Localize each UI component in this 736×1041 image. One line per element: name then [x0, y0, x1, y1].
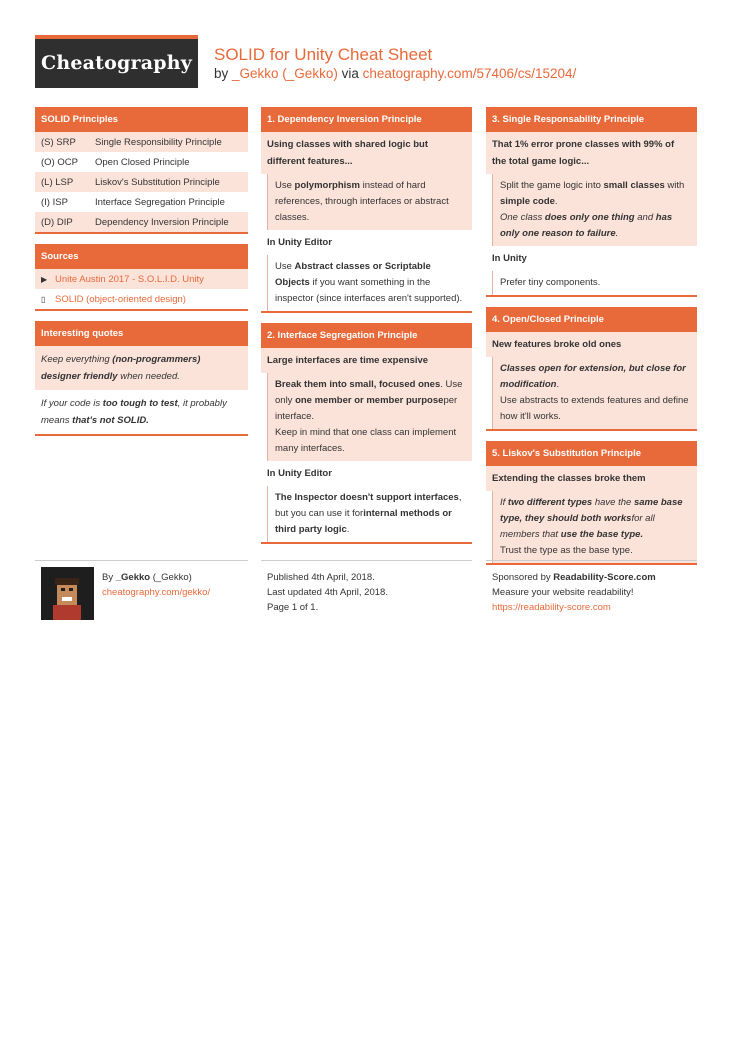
byline-by: by [214, 66, 229, 81]
subheading: In Unity [492, 253, 527, 264]
subheading: In Unity Editor [267, 468, 332, 479]
dependency-inversion-box [261, 107, 472, 313]
section-title: 5. Liskov's Substitution Principle [486, 441, 697, 466]
text: Use abstracts to extends features and define how it'll works. [500, 395, 689, 422]
footer-author [35, 560, 248, 630]
principle-abbr: (L) LSP [41, 176, 74, 188]
avatar-mouth [62, 597, 72, 601]
section-body [486, 332, 697, 431]
quote-text: If your code is [41, 398, 103, 409]
section-title: Interesting quotes [35, 321, 248, 346]
sheet-url-link[interactable]: cheatography.com/57406/cs/15204/ [362, 66, 577, 81]
updated-date: Last updated 4th April, 2018. [267, 587, 388, 598]
subheading: New features broke old ones [486, 332, 697, 357]
author-link[interactable]: _Gekko (_Gekko) [232, 66, 338, 81]
content-block: Prefer tiny components. [492, 271, 697, 295]
subheading: Extending the classes broke them [486, 466, 697, 491]
subheading: In Unity Editor [267, 237, 332, 248]
emphasis: does only one thing [544, 212, 635, 223]
emphasis: , they should both works [519, 513, 632, 524]
quote-1 [35, 346, 248, 390]
open-closed-box [486, 307, 697, 431]
principle-abbr: (D) DIP [41, 216, 73, 228]
sources-list [35, 269, 248, 311]
emphasis: Abstract classes or Scriptable Objects [275, 261, 431, 288]
solid-principles-box [35, 107, 248, 234]
youtube-icon: ▶ [41, 274, 48, 284]
italic-line [500, 210, 691, 242]
wikipedia-icon: ▯ [41, 294, 46, 304]
published-date: Published 4th April, 2018. [267, 572, 375, 583]
quote-text: Keep everything [41, 354, 113, 365]
table-row [35, 132, 248, 152]
emphasis: polymorphism [294, 180, 360, 191]
quote-text: when needed. [117, 371, 180, 382]
emphasis: use the base type. [560, 529, 644, 540]
avatar-body [53, 605, 81, 620]
column-1 [35, 107, 248, 446]
content-block [267, 486, 472, 542]
text: . [346, 524, 350, 535]
source-link-wikipedia[interactable] [35, 289, 248, 309]
quote-emphasis: (non-programmers) designer friendly [41, 354, 201, 382]
emphasis: internal methods or third party logic [275, 508, 452, 535]
emphasis: small classes [603, 180, 665, 191]
footer-dates [261, 560, 472, 630]
interface-segregation-box [261, 323, 472, 544]
author-profile-link[interactable]: cheatography.com/gekko/ [102, 587, 211, 598]
liskov-substitution-box [486, 441, 697, 565]
text: instead of hard references, through interfaces or abstract classes. [275, 180, 449, 223]
text: Keep in mind that one class can implement many interfaces. [275, 427, 457, 454]
sources-box [35, 244, 248, 311]
text: . [615, 228, 619, 239]
sponsor-info [492, 570, 656, 615]
text: One class [500, 212, 545, 223]
byline-via: via [341, 66, 359, 81]
column-3 [486, 107, 697, 575]
content-block [267, 255, 472, 311]
source-label: Unite Austin 2017 - S.O.L.I.D. Unity [55, 273, 204, 285]
source-link-unite[interactable] [35, 269, 248, 289]
principle-abbr: (I) ISP [41, 196, 68, 208]
byline [214, 66, 576, 81]
principle-name: Single Responsibility Principle [95, 136, 222, 148]
quote-2 [35, 390, 248, 434]
quotes-box [35, 321, 248, 436]
subheading: That 1% error prone classes with 99% of the total game logic... [486, 132, 697, 174]
table-row [35, 172, 248, 192]
cheatography-logo[interactable] [35, 35, 198, 88]
text: if you want something in the inspector (since interfaces aren't supported). [275, 277, 463, 304]
emphasis: simple code [500, 196, 555, 207]
dates-info [267, 570, 388, 615]
text: . [556, 379, 560, 390]
sponsor-link[interactable]: https://readability-score.com [492, 602, 611, 613]
sponsor-name[interactable]: Readability-Score.com [553, 572, 656, 583]
content-block [492, 357, 697, 429]
text: Trust the type as the base type. [500, 545, 633, 556]
content-block [267, 373, 472, 461]
emphasis: The Inspector doesn't support interfaces [275, 492, 459, 503]
section-title: 3. Single Responsability Principle [486, 107, 697, 132]
logo-text: Cheatography [41, 52, 192, 74]
quote-emphasis: too tough to test [102, 398, 178, 409]
text: have the [592, 497, 634, 508]
page-number: Page 1 of 1. [267, 602, 319, 613]
section-title: Sources [35, 244, 248, 269]
text: , but you can use it for [275, 492, 462, 519]
text: Split the game logic into [500, 180, 604, 191]
table-row [35, 192, 248, 212]
avatar-hair [55, 578, 79, 585]
column-2 [261, 107, 472, 554]
text: Use [275, 261, 295, 272]
subheading: Using classes with shared logic but different features... [261, 132, 472, 174]
principle-abbr: (S) SRP [41, 136, 76, 148]
principle-abbr: (O) OCP [41, 156, 78, 168]
avatar-eye [61, 588, 65, 591]
author-name[interactable]: _Gekko [115, 572, 151, 583]
table-row [35, 152, 248, 172]
section-body [261, 132, 472, 313]
subheading: Large interfaces are time expensive [261, 348, 472, 373]
table-row [35, 212, 248, 232]
source-label: SOLID (object-oriented design) [55, 293, 186, 305]
text: Use [275, 180, 295, 191]
text: for all members that [500, 513, 655, 540]
section-title: SOLID Principles [35, 107, 248, 132]
principle-name: Open Closed Principle [95, 156, 190, 168]
italic-line [500, 497, 683, 540]
quote-emphasis: that's not SOLID. [72, 415, 149, 426]
section-title: 2. Interface Segregation Principle [261, 323, 472, 348]
page-title: SOLID for Unity Cheat Sheet [214, 45, 433, 64]
author-handle: (_Gekko) [152, 572, 192, 583]
principle-name: Interface Segregation Principle [95, 196, 225, 208]
text: per interface. [275, 395, 458, 422]
avatar-eye [69, 588, 73, 591]
emphasis: same base type [500, 497, 683, 524]
content-block [267, 174, 472, 230]
text: . [554, 196, 558, 207]
section-body [261, 348, 472, 544]
quotes-list [35, 346, 248, 436]
text: If [500, 497, 508, 508]
principle-name: Dependency Inversion Principle [95, 216, 229, 228]
principles-table [35, 132, 248, 234]
emphasis: has only one reason to failure [500, 212, 673, 239]
avatar[interactable] [41, 567, 94, 620]
emphasis: two different types [507, 497, 593, 508]
section-title: 4. Open/Closed Principle [486, 307, 697, 332]
text: and [634, 212, 656, 223]
emphasis: one member or member purpose [295, 395, 444, 406]
content-block [492, 491, 697, 563]
section-title: 1. Dependency Inversion Principle [261, 107, 472, 132]
author-info [102, 570, 210, 600]
text: Sponsored by [492, 572, 554, 583]
sponsor-tagline: Measure your website readability! [492, 587, 634, 598]
quote-text: , it probably means [41, 398, 227, 426]
footer-sponsor [486, 560, 697, 630]
single-responsibility-box [486, 107, 697, 297]
principle-name: Liskov's Substitution Principle [95, 176, 220, 188]
text: with [664, 180, 685, 191]
text: By [102, 572, 114, 583]
text: . Use only [275, 379, 463, 406]
section-body [486, 466, 697, 565]
emphasis: Break them into small, focused ones [275, 379, 441, 390]
emphasis: Classes open for extension, but close for modification [500, 363, 686, 390]
section-body [486, 132, 697, 297]
content-block [492, 174, 697, 246]
